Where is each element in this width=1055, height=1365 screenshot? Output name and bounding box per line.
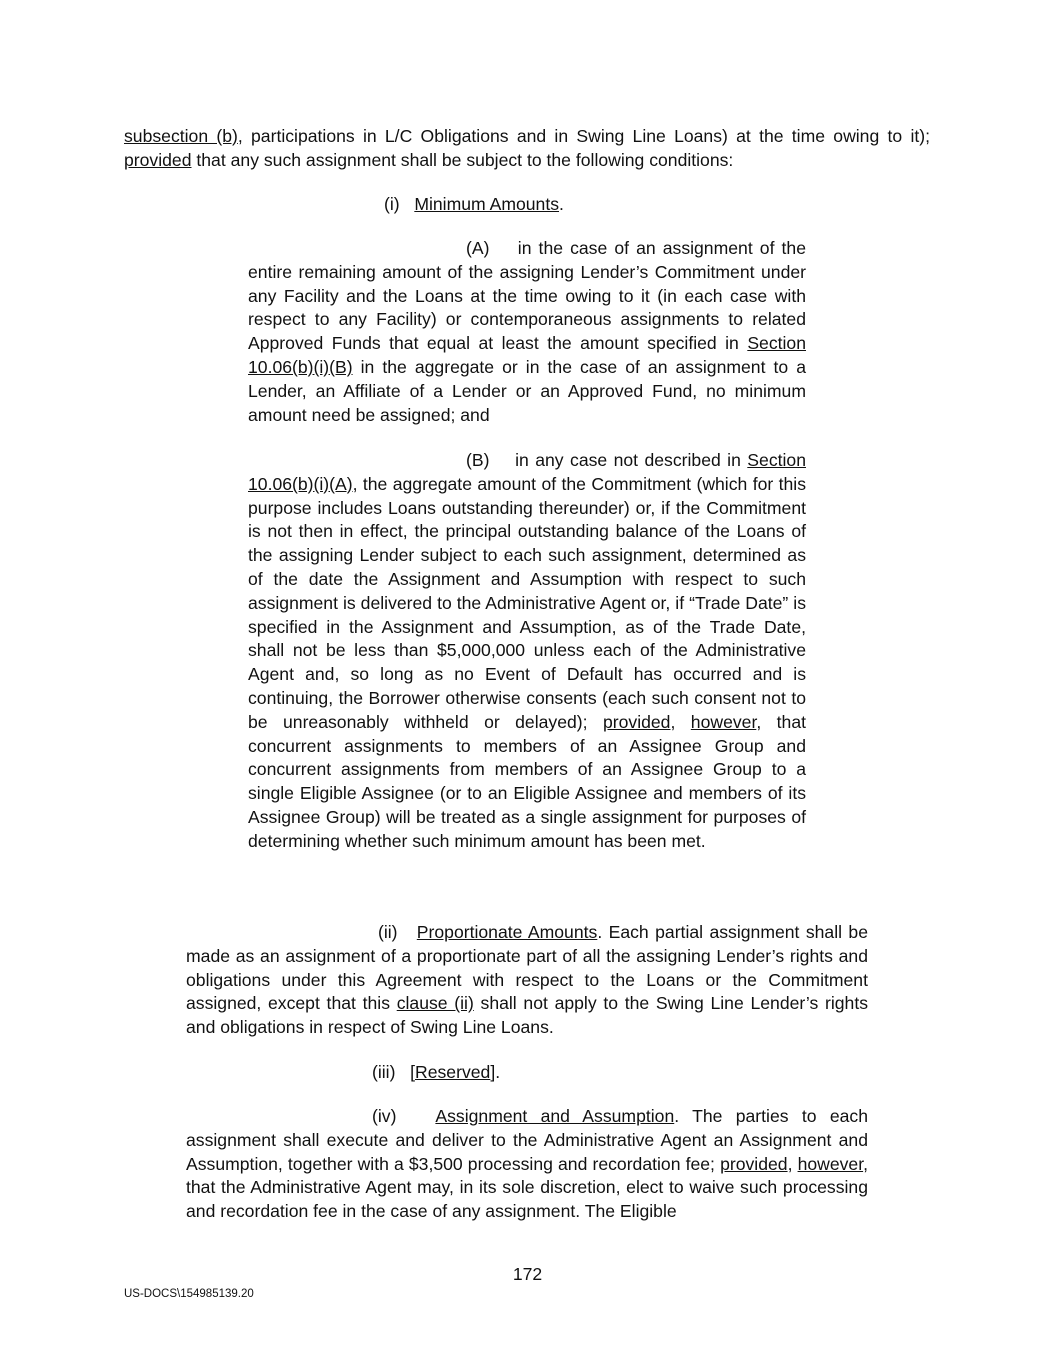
- minimum-amounts-title: Minimum Amounts: [414, 194, 560, 214]
- paragraph-B-text-2: , the aggregate amount of the Commitment (which for this purpose includes Loans outstanding thereunder) or, if the Commitment is not then in effect, the principal outstanding balance of the Loans of the assigning Lender subject to each such assignment, determined as of the date the Assignment and Assumption with respect to such assignment is delivered to the Administrative Agent or, if “Trade Date” is specified in the Assignment and Assumption, as of the Trade Date, shall not be less than $5,000,000 unless each of the Administrative Agent and, so long as no Event of Default has occurred and is continuing, the Borrower otherwise consents (each such consent not to be unreasonably withheld or delayed);: [248, 473, 806, 732]
- paragraph-B: [248, 449, 806, 854]
- item-number-iii: (iii): [372, 1062, 396, 1082]
- heading-minimum-amounts: [384, 193, 564, 217]
- comma: ,: [670, 711, 691, 732]
- paragraph-A-text-2: in the aggregate or in the case of an assignment to a Lender, an Affiliate of a Lender or an Approved Fund, no minimum amount need be assigned; and: [248, 356, 806, 425]
- reserved-title: Reserved: [415, 1062, 491, 1082]
- provided-term: provided: [602, 711, 671, 732]
- however-term: however: [797, 1153, 864, 1174]
- provided-term: provided: [124, 149, 192, 170]
- page-number: 172: [512, 1264, 543, 1284]
- paragraph-A: [248, 237, 806, 427]
- paragraph-B-text-3: , that concurrent assignments to members of an Assignee Group and concurrent assignments from members of an Assignee Group to a single Eligible Assignee (or to an Eligible Assignee and members of its Assignee Group) will be treated as a single assignment for purposes of determining whether such minimum amount has been met.: [248, 711, 806, 851]
- item-number-iv: (iv): [372, 1106, 397, 1126]
- paragraph-B-text-1: in any case not described in: [515, 450, 748, 470]
- intro-text-1: , participations in L/C Obligations and in Swing Line Loans) at the time owing to it);: [237, 126, 930, 146]
- provided-term: provided: [720, 1153, 788, 1174]
- paragraph-assignment-and-assumption: [186, 1105, 868, 1224]
- comma: ,: [787, 1153, 798, 1174]
- paragraph-ii-text-2: shall not apply to the Swing Line Lender’s rights and obligations in respect of Swing Line Loans.: [186, 993, 869, 1038]
- paragraph-iv-text-2: , that the Administrative Agent may, in its sole discretion, elect to waive such processing and recordation fee in the case of any assignment. The Eligible: [186, 1153, 868, 1222]
- clause-ii-reference: clause (ii): [396, 993, 474, 1014]
- bracket-close: ].: [490, 1062, 501, 1082]
- assignment-and-assumption-title: Assignment and Assumption: [435, 1106, 675, 1126]
- document-id: US-DOCS\154985139.20: [124, 1288, 254, 1300]
- however-term: however: [690, 711, 757, 732]
- intro-paragraph: [124, 125, 930, 173]
- paragraph-A-text-1: in the case of an assignment of the entire remaining amount of the assigning Lender’s Commitment under any Facility and the Loans at the time owing to it (in each case with respect to any Facility) or contemporaneous assignments to related Approved Funds that equal at least the amount specified in: [248, 238, 806, 354]
- heading-period: .: [559, 194, 564, 214]
- subsection-b-reference: subsection (b): [124, 126, 238, 146]
- item-number-A: (A): [466, 238, 490, 258]
- paragraph-proportionate-amounts: [186, 921, 868, 1040]
- proportionate-amounts-title: Proportionate Amounts: [416, 922, 598, 942]
- section-reference-B: Section 10.06(b)(i)(B): [248, 333, 806, 377]
- intro-text-2: that any such assignment shall be subject to the following conditions:: [191, 149, 734, 170]
- section-reference-A: Section 10.06(b)(i)(A): [248, 450, 806, 494]
- paragraph-ii-text-1: . Each partial assignment shall be made as an assignment of a proportionate part of all the assigning Lender’s rights and obligations under this Agreement with respect to the Loans or the Commitment assigned, except that this: [186, 922, 869, 1014]
- bracket-open: [: [410, 1062, 416, 1082]
- item-number-i: (i): [384, 194, 400, 214]
- item-number-B: (B): [466, 450, 490, 470]
- item-number-ii: (ii): [378, 922, 398, 942]
- paragraph-iv-text-1: . The parties to each assignment shall execute and deliver to the Administrative Agent an Assignment and Assumption, together with a $3,500 processing and recordation fee;: [186, 1106, 868, 1174]
- heading-reserved: [372, 1061, 500, 1085]
